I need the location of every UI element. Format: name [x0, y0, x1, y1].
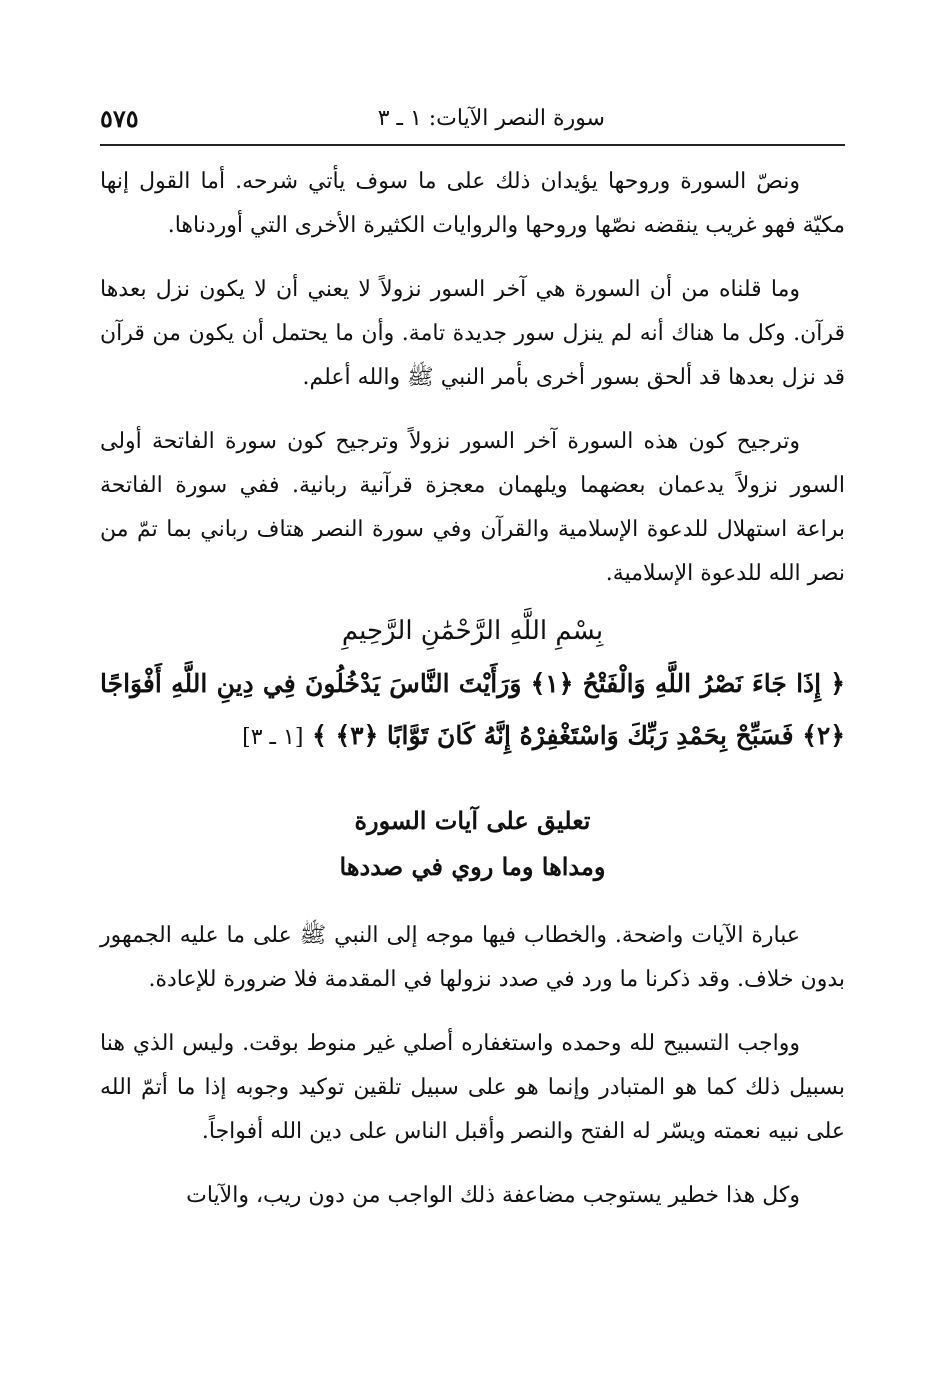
paragraph: وما قلناه من أن السورة هي آخر السور نزولاً لا يعني أن لا يكون نزل بعدها قرآن. وكل ما هناك أنه لم ينزل سور جديدة تامة. وأن ما يحتمل أن يكون من قرآن قد نزل بعدها قد ألحق بسور أخرى بأمر النبي ﷺ والله أعلم.	[100, 277, 845, 390]
quran-verses	[100, 658, 845, 764]
paragraph: عبارة الآيات واضحة. والخطاب فيها موجه إلى النبي ﷺ على ما عليه الجمهور بدون خلاف. وقد ذكرنا ما ورد في صدد نزولها في المقدمة فلا ضرورة للإعادة.	[100, 923, 845, 992]
heading-line-1: تعليق على آيات السورة	[354, 806, 591, 835]
paragraph: وواجب التسبيح لله وحمده واستغفاره أصلي غير منوط بوقت. وليس الذي هنا بسبيل ذلك كما هو المتبادر وإنما هو على سبيل تلقين توكيد وجوبه إذا ما أتمّ الله على نبيه نعمته ويسّر له الفتح والنصر وأقبل الناس على دين الله أفواجاً.	[100, 1031, 845, 1144]
page-body	[100, 160, 845, 1238]
quran-text: ﴿ إِذَا جَاءَ نَصْرُ اللَّهِ وَالْفَتْحُ ﴿١﴾ وَرَأَيْتَ النَّاسَ يَدْخُلُونَ فِي دِينِ اللَّهِ أَفْوَاجًا ﴿٢﴾ فَسَبِّحْ بِحَمْدِ رَبِّكَ وَاسْتَغْفِرْهُ إِنَّهُ كَانَ تَوَّابًا ﴿٣﴾ ﴾	[100, 669, 846, 750]
paragraph: وترجيح كون هذه السورة آخر السور نزولاً وترجيح كون سورة الفاتحة أولى السور نزولاً يدعمان بعضهما ويلهمان معجزة قرآنية ربانية. ففي سورة الفاتحة براعة استهلال للدعوة الإسلامية والقرآن وفي سورة النصر هتاف رباني بما تمّ من نصر الله للدعوة الإسلامية.	[100, 429, 845, 586]
basmala: بِسْمِ اللَّهِ الرَّحْمَٰنِ الرَّحِيمِ	[341, 616, 604, 646]
heading-line-2: ومداها وما روي في صددها	[339, 852, 606, 881]
section-heading	[100, 798, 845, 890]
page-header	[100, 104, 845, 146]
verse-reference: [١ ـ ٣]	[242, 725, 304, 750]
paragraph: وكل هذا خطير يستوجب مضاعفة ذلك الواجب من دون ريب، والآيات	[186, 1183, 800, 1208]
page-number: ٥٧٥	[100, 104, 139, 133]
paragraph: ونصّ السورة وروحها يؤيدان ذلك على ما سوف يأتي شرحه. أما القول إنها مكيّة فهو غريب ينقضه نصّها وروحها والروايات الكثيرة الأخرى التي أوردناها.	[100, 169, 845, 238]
running-title: سورة النصر الآيات: ١ ـ ٣	[377, 106, 605, 131]
